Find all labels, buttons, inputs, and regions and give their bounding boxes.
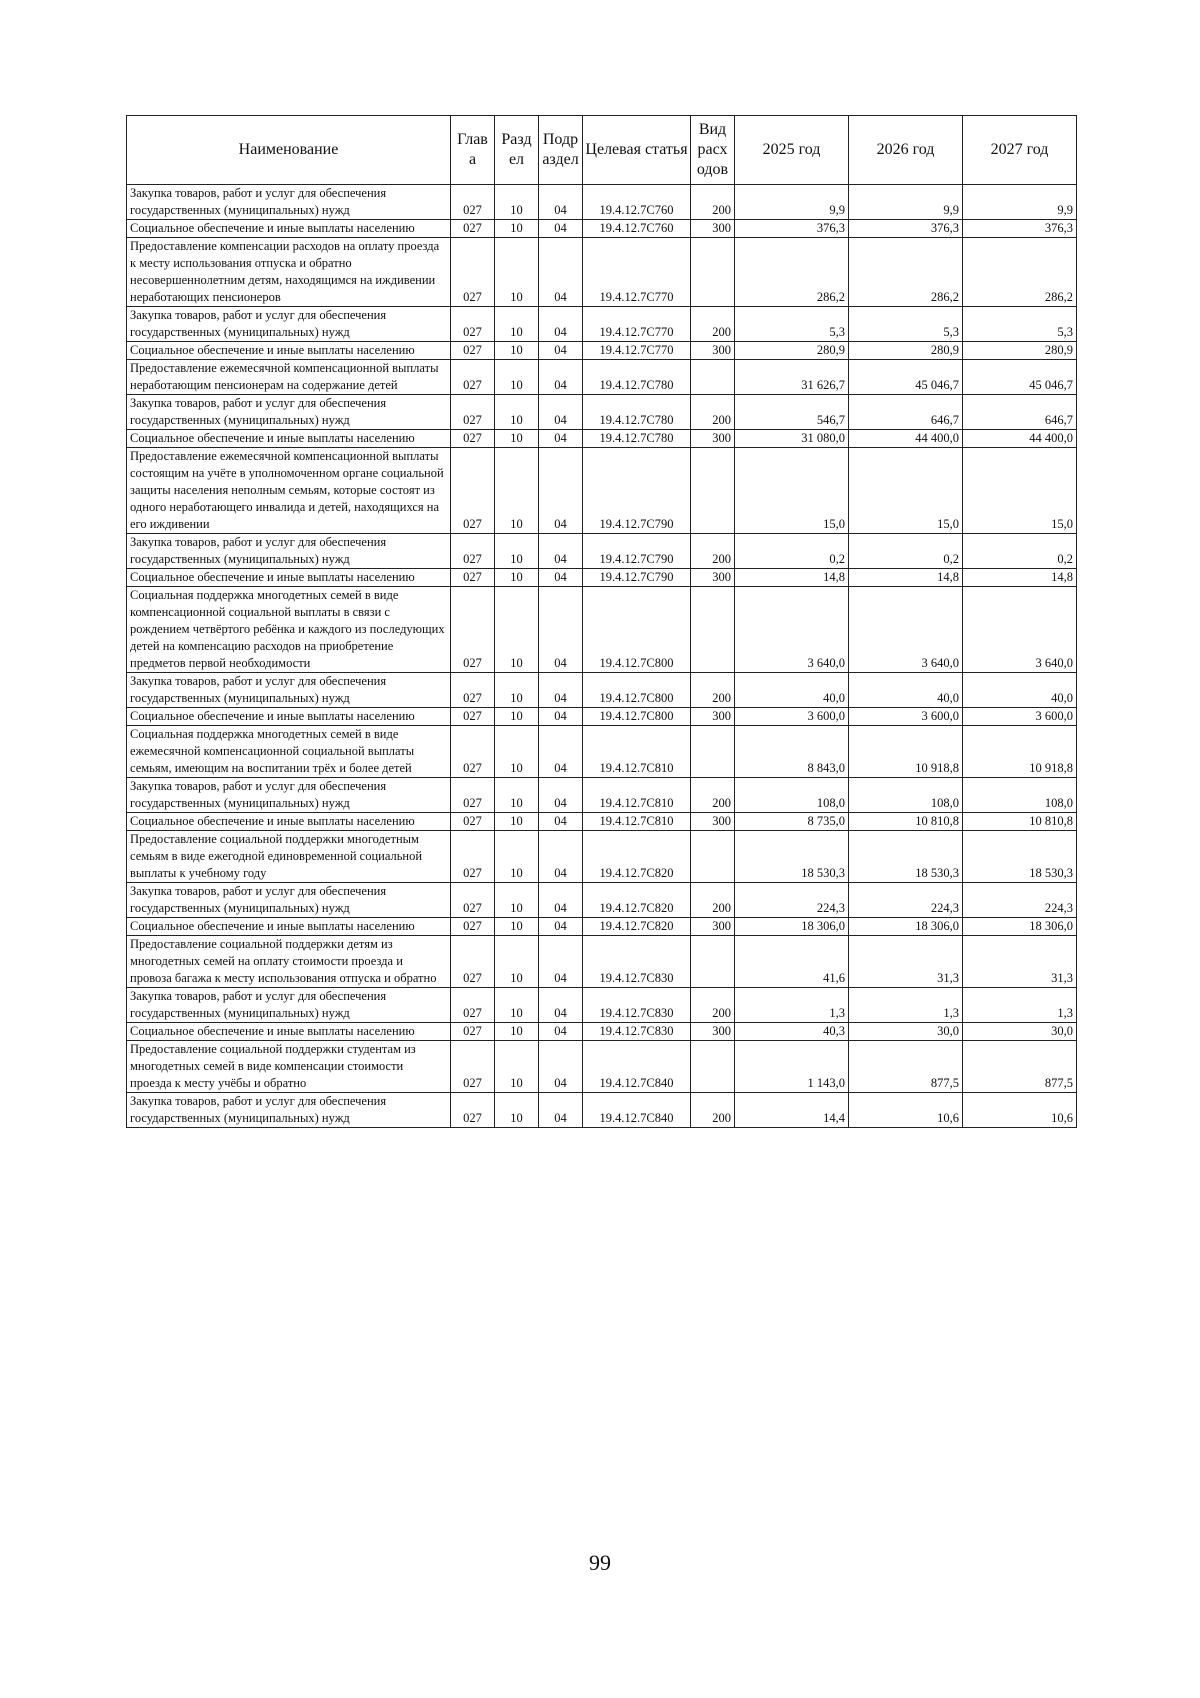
cell-podrazdel: 04 — [539, 238, 583, 307]
cell-glava: 027 — [451, 342, 495, 360]
header-2026: 2026 год — [849, 116, 963, 185]
cell-vid: 200 — [691, 534, 735, 569]
table-row — [127, 534, 1077, 569]
cell-razdel: 10 — [495, 988, 539, 1023]
table-row — [127, 342, 1077, 360]
cell-y2026: 0,2 — [849, 534, 963, 569]
cell-y2027: 31,3 — [963, 936, 1077, 988]
cell-target: 19.4.12.7С810 — [583, 778, 691, 813]
cell-podrazdel: 04 — [539, 395, 583, 430]
cell-y2025: 0,2 — [735, 534, 849, 569]
cell-glava: 027 — [451, 360, 495, 395]
cell-name: Закупка товаров, работ и услуг для обеспечения государственных (муниципальных) нужд — [127, 534, 451, 569]
cell-y2027: 44 400,0 — [963, 430, 1077, 448]
cell-vid: 300 — [691, 1023, 735, 1041]
cell-razdel: 10 — [495, 883, 539, 918]
cell-y2025: 8 843,0 — [735, 726, 849, 778]
cell-podrazdel: 04 — [539, 448, 583, 534]
cell-y2026: 10 810,8 — [849, 813, 963, 831]
cell-y2025: 15,0 — [735, 448, 849, 534]
cell-podrazdel: 04 — [539, 831, 583, 883]
cell-y2025: 1,3 — [735, 988, 849, 1023]
cell-razdel: 10 — [495, 918, 539, 936]
cell-target: 19.4.12.7С830 — [583, 936, 691, 988]
cell-y2027: 15,0 — [963, 448, 1077, 534]
cell-y2026: 108,0 — [849, 778, 963, 813]
cell-vid: 200 — [691, 307, 735, 342]
cell-razdel: 10 — [495, 831, 539, 883]
cell-name: Социальное обеспечение и иные выплаты населению — [127, 708, 451, 726]
cell-y2026: 5,3 — [849, 307, 963, 342]
header-row — [127, 116, 1077, 185]
cell-glava: 027 — [451, 708, 495, 726]
table-row — [127, 360, 1077, 395]
cell-podrazdel: 04 — [539, 726, 583, 778]
cell-y2027: 18 306,0 — [963, 918, 1077, 936]
cell-y2027: 10,6 — [963, 1093, 1077, 1128]
cell-name: Предоставление ежемесячной компенсационной выплаты состоящим на учёте в уполномоченном органе социальной защиты населения неполным семьям, которые состоят из одного неработающего инвалида и детей, находящихся на его иждивении — [127, 448, 451, 534]
cell-vid — [691, 831, 735, 883]
cell-name: Закупка товаров, работ и услуг для обеспечения государственных (муниципальных) нужд — [127, 988, 451, 1023]
cell-glava: 027 — [451, 726, 495, 778]
cell-glava: 027 — [451, 813, 495, 831]
cell-y2026: 3 600,0 — [849, 708, 963, 726]
cell-podrazdel: 04 — [539, 936, 583, 988]
cell-y2027: 10 810,8 — [963, 813, 1077, 831]
cell-podrazdel: 04 — [539, 534, 583, 569]
cell-razdel: 10 — [495, 778, 539, 813]
header-name: Наименование — [127, 116, 451, 185]
cell-vid — [691, 238, 735, 307]
table-row — [127, 813, 1077, 831]
cell-target: 19.4.12.7С840 — [583, 1093, 691, 1128]
cell-vid: 300 — [691, 430, 735, 448]
table-row — [127, 238, 1077, 307]
cell-glava: 027 — [451, 220, 495, 238]
cell-vid: 300 — [691, 220, 735, 238]
cell-target: 19.4.12.7С830 — [583, 988, 691, 1023]
budget-table — [126, 115, 1077, 1128]
cell-razdel: 10 — [495, 430, 539, 448]
cell-glava: 027 — [451, 936, 495, 988]
table-row — [127, 883, 1077, 918]
cell-podrazdel: 04 — [539, 988, 583, 1023]
cell-glava: 027 — [451, 778, 495, 813]
table-row — [127, 220, 1077, 238]
cell-y2025: 1 143,0 — [735, 1041, 849, 1093]
cell-podrazdel: 04 — [539, 813, 583, 831]
cell-podrazdel: 04 — [539, 220, 583, 238]
cell-name: Социальное обеспечение и иные выплаты населению — [127, 569, 451, 587]
cell-name: Социальное обеспечение и иные выплаты населению — [127, 813, 451, 831]
cell-y2027: 108,0 — [963, 778, 1077, 813]
cell-razdel: 10 — [495, 534, 539, 569]
cell-target: 19.4.12.7С770 — [583, 307, 691, 342]
table-row — [127, 1093, 1077, 1128]
cell-y2025: 41,6 — [735, 936, 849, 988]
table-row — [127, 988, 1077, 1023]
cell-target: 19.4.12.7С770 — [583, 238, 691, 307]
cell-razdel: 10 — [495, 569, 539, 587]
cell-name: Закупка товаров, работ и услуг для обеспечения государственных (муниципальных) нужд — [127, 778, 451, 813]
cell-y2025: 5,3 — [735, 307, 849, 342]
cell-y2025: 18 530,3 — [735, 831, 849, 883]
cell-glava: 027 — [451, 587, 495, 673]
header-2025: 2025 год — [735, 116, 849, 185]
table-row — [127, 307, 1077, 342]
cell-target: 19.4.12.7С760 — [583, 185, 691, 220]
cell-name: Закупка товаров, работ и услуг для обеспечения государственных (муниципальных) нужд — [127, 395, 451, 430]
cell-y2025: 280,9 — [735, 342, 849, 360]
table-row — [127, 569, 1077, 587]
cell-target: 19.4.12.7С820 — [583, 918, 691, 936]
cell-vid — [691, 1041, 735, 1093]
table-row — [127, 936, 1077, 988]
cell-vid: 200 — [691, 778, 735, 813]
cell-target: 19.4.12.7С800 — [583, 587, 691, 673]
cell-podrazdel: 04 — [539, 430, 583, 448]
cell-target: 19.4.12.7С790 — [583, 569, 691, 587]
cell-name: Социальное обеспечение и иные выплаты населению — [127, 220, 451, 238]
cell-y2025: 376,3 — [735, 220, 849, 238]
header-target: Целевая статья — [583, 116, 691, 185]
cell-y2025: 40,0 — [735, 673, 849, 708]
table-row — [127, 448, 1077, 534]
cell-razdel: 10 — [495, 1041, 539, 1093]
cell-y2025: 14,8 — [735, 569, 849, 587]
cell-glava: 027 — [451, 673, 495, 708]
cell-podrazdel: 04 — [539, 185, 583, 220]
cell-razdel: 10 — [495, 342, 539, 360]
cell-razdel: 10 — [495, 1093, 539, 1128]
cell-podrazdel: 04 — [539, 360, 583, 395]
cell-y2026: 376,3 — [849, 220, 963, 238]
cell-y2026: 9,9 — [849, 185, 963, 220]
cell-y2025: 40,3 — [735, 1023, 849, 1041]
table-row — [127, 430, 1077, 448]
cell-y2025: 108,0 — [735, 778, 849, 813]
table-row — [127, 726, 1077, 778]
cell-vid: 200 — [691, 185, 735, 220]
cell-glava: 027 — [451, 395, 495, 430]
cell-glava: 027 — [451, 1093, 495, 1128]
cell-glava: 027 — [451, 185, 495, 220]
cell-razdel: 10 — [495, 238, 539, 307]
table-row — [127, 587, 1077, 673]
table-row — [127, 778, 1077, 813]
cell-podrazdel: 04 — [539, 778, 583, 813]
cell-glava: 027 — [451, 883, 495, 918]
cell-y2025: 286,2 — [735, 238, 849, 307]
cell-y2026: 14,8 — [849, 569, 963, 587]
header-podrazdel: Подр аздел — [539, 116, 583, 185]
page-number: 99 — [589, 1550, 611, 1575]
cell-name: Предоставление ежемесячной компенсационной выплаты неработающим пенсионерам на содержание детей — [127, 360, 451, 395]
cell-y2025: 18 306,0 — [735, 918, 849, 936]
cell-target: 19.4.12.7С800 — [583, 673, 691, 708]
cell-razdel: 10 — [495, 307, 539, 342]
cell-target: 19.4.12.7С770 — [583, 342, 691, 360]
cell-vid: 300 — [691, 569, 735, 587]
cell-vid: 200 — [691, 1093, 735, 1128]
cell-y2027: 3 640,0 — [963, 587, 1077, 673]
cell-target: 19.4.12.7С760 — [583, 220, 691, 238]
cell-glava: 027 — [451, 238, 495, 307]
cell-name: Социальная поддержка многодетных семей в виде компенсационной социальной выплаты в связи с рождением четвёртого ребёнка и каждого из последующих детей на компенсацию расходов на приобретение предметов первой необходимости — [127, 587, 451, 673]
cell-y2027: 3 600,0 — [963, 708, 1077, 726]
cell-name: Закупка товаров, работ и услуг для обеспечения государственных (муниципальных) нужд — [127, 673, 451, 708]
cell-target: 19.4.12.7С810 — [583, 726, 691, 778]
cell-y2026: 286,2 — [849, 238, 963, 307]
cell-y2026: 31,3 — [849, 936, 963, 988]
cell-razdel: 10 — [495, 360, 539, 395]
table-row — [127, 1041, 1077, 1093]
cell-name: Закупка товаров, работ и услуг для обеспечения государственных (муниципальных) нужд — [127, 883, 451, 918]
cell-y2027: 646,7 — [963, 395, 1077, 430]
table-row — [127, 918, 1077, 936]
cell-y2027: 5,3 — [963, 307, 1077, 342]
cell-name: Предоставление социальной поддержки студентам из многодетных семей в виде компенсации стоимости проезда к месту учёбы и обратно — [127, 1041, 451, 1093]
cell-vid: 200 — [691, 883, 735, 918]
cell-vid — [691, 726, 735, 778]
cell-razdel: 10 — [495, 395, 539, 430]
cell-y2027: 40,0 — [963, 673, 1077, 708]
cell-y2027: 376,3 — [963, 220, 1077, 238]
cell-y2027: 286,2 — [963, 238, 1077, 307]
cell-razdel: 10 — [495, 185, 539, 220]
cell-y2027: 877,5 — [963, 1041, 1077, 1093]
header-glava: Глав а — [451, 116, 495, 185]
cell-podrazdel: 04 — [539, 918, 583, 936]
table-row — [127, 708, 1077, 726]
cell-y2027: 30,0 — [963, 1023, 1077, 1041]
header-2027: 2027 год — [963, 116, 1077, 185]
cell-razdel: 10 — [495, 726, 539, 778]
cell-y2027: 10 918,8 — [963, 726, 1077, 778]
cell-podrazdel: 04 — [539, 587, 583, 673]
cell-y2026: 44 400,0 — [849, 430, 963, 448]
header-vid: Вид расх одов — [691, 116, 735, 185]
cell-podrazdel: 04 — [539, 708, 583, 726]
cell-y2026: 18 306,0 — [849, 918, 963, 936]
cell-y2027: 0,2 — [963, 534, 1077, 569]
cell-vid: 300 — [691, 918, 735, 936]
cell-glava: 027 — [451, 448, 495, 534]
cell-glava: 027 — [451, 918, 495, 936]
table-body — [127, 185, 1077, 1128]
cell-y2025: 31 080,0 — [735, 430, 849, 448]
cell-y2026: 224,3 — [849, 883, 963, 918]
table-row — [127, 673, 1077, 708]
cell-glava: 027 — [451, 430, 495, 448]
cell-razdel: 10 — [495, 936, 539, 988]
cell-name: Предоставление социальной поддержки многодетным семьям в виде ежегодной единовременной социальной выплаты к учебному году — [127, 831, 451, 883]
cell-vid — [691, 360, 735, 395]
cell-razdel: 10 — [495, 220, 539, 238]
cell-name: Предоставление социальной поддержки детям из многодетных семей на оплату стоимости проезда и провоза багажа к месту использования отпуска и обратно — [127, 936, 451, 988]
cell-y2025: 8 735,0 — [735, 813, 849, 831]
cell-glava: 027 — [451, 831, 495, 883]
cell-y2025: 3 640,0 — [735, 587, 849, 673]
cell-y2026: 646,7 — [849, 395, 963, 430]
cell-y2025: 14,4 — [735, 1093, 849, 1128]
cell-y2025: 224,3 — [735, 883, 849, 918]
cell-y2025: 9,9 — [735, 185, 849, 220]
cell-vid: 300 — [691, 342, 735, 360]
cell-y2026: 280,9 — [849, 342, 963, 360]
cell-name: Социальное обеспечение и иные выплаты населению — [127, 430, 451, 448]
cell-target: 19.4.12.7С790 — [583, 448, 691, 534]
cell-y2025: 3 600,0 — [735, 708, 849, 726]
cell-glava: 027 — [451, 1041, 495, 1093]
cell-y2027: 9,9 — [963, 185, 1077, 220]
header-razdel: Разд ел — [495, 116, 539, 185]
cell-glava: 027 — [451, 534, 495, 569]
cell-razdel: 10 — [495, 813, 539, 831]
cell-target: 19.4.12.7С780 — [583, 360, 691, 395]
cell-podrazdel: 04 — [539, 569, 583, 587]
cell-podrazdel: 04 — [539, 1023, 583, 1041]
table-row — [127, 1023, 1077, 1041]
cell-target: 19.4.12.7С800 — [583, 708, 691, 726]
cell-podrazdel: 04 — [539, 1041, 583, 1093]
cell-name: Предоставление компенсации расходов на оплату проезда к месту использования отпуска и обратно несовершеннолетним детям, находящимся на иждивении неработающих пенсионеров — [127, 238, 451, 307]
cell-y2027: 280,9 — [963, 342, 1077, 360]
cell-y2026: 3 640,0 — [849, 587, 963, 673]
table-row — [127, 185, 1077, 220]
cell-vid: 200 — [691, 988, 735, 1023]
table-row — [127, 395, 1077, 430]
cell-name: Закупка товаров, работ и услуг для обеспечения государственных (муниципальных) нужд — [127, 307, 451, 342]
cell-name: Социальная поддержка многодетных семей в виде ежемесячной компенсационной социальной выплаты семьям, имеющим на воспитании трёх и более детей — [127, 726, 451, 778]
cell-target: 19.4.12.7С810 — [583, 813, 691, 831]
cell-y2026: 40,0 — [849, 673, 963, 708]
cell-target: 19.4.12.7С780 — [583, 430, 691, 448]
cell-glava: 027 — [451, 569, 495, 587]
cell-glava: 027 — [451, 307, 495, 342]
table-header — [127, 116, 1077, 185]
cell-y2026: 1,3 — [849, 988, 963, 1023]
cell-target: 19.4.12.7С830 — [583, 1023, 691, 1041]
cell-target: 19.4.12.7С820 — [583, 831, 691, 883]
cell-podrazdel: 04 — [539, 883, 583, 918]
cell-podrazdel: 04 — [539, 342, 583, 360]
cell-y2026: 18 530,3 — [849, 831, 963, 883]
cell-razdel: 10 — [495, 1023, 539, 1041]
cell-razdel: 10 — [495, 673, 539, 708]
cell-y2027: 224,3 — [963, 883, 1077, 918]
cell-podrazdel: 04 — [539, 307, 583, 342]
cell-y2025: 546,7 — [735, 395, 849, 430]
cell-name: Социальное обеспечение и иные выплаты населению — [127, 918, 451, 936]
cell-name: Закупка товаров, работ и услуг для обеспечения государственных (муниципальных) нужд — [127, 1093, 451, 1128]
cell-y2027: 1,3 — [963, 988, 1077, 1023]
cell-glava: 027 — [451, 988, 495, 1023]
cell-target: 19.4.12.7С780 — [583, 395, 691, 430]
cell-vid: 300 — [691, 813, 735, 831]
cell-vid: 200 — [691, 673, 735, 708]
cell-y2026: 877,5 — [849, 1041, 963, 1093]
cell-y2027: 14,8 — [963, 569, 1077, 587]
cell-name: Закупка товаров, работ и услуг для обеспечения государственных (муниципальных) нужд — [127, 185, 451, 220]
cell-razdel: 10 — [495, 708, 539, 726]
cell-name: Социальное обеспечение и иные выплаты населению — [127, 1023, 451, 1041]
cell-vid: 300 — [691, 708, 735, 726]
cell-y2026: 30,0 — [849, 1023, 963, 1041]
cell-y2027: 45 046,7 — [963, 360, 1077, 395]
table-row — [127, 831, 1077, 883]
cell-vid — [691, 587, 735, 673]
cell-y2025: 31 626,7 — [735, 360, 849, 395]
cell-y2026: 10 918,8 — [849, 726, 963, 778]
cell-y2026: 45 046,7 — [849, 360, 963, 395]
cell-name: Социальное обеспечение и иные выплаты населению — [127, 342, 451, 360]
cell-podrazdel: 04 — [539, 673, 583, 708]
cell-podrazdel: 04 — [539, 1093, 583, 1128]
cell-razdel: 10 — [495, 448, 539, 534]
cell-vid: 200 — [691, 395, 735, 430]
cell-vid — [691, 448, 735, 534]
cell-glava: 027 — [451, 1023, 495, 1041]
cell-y2026: 10,6 — [849, 1093, 963, 1128]
cell-target: 19.4.12.7С790 — [583, 534, 691, 569]
cell-vid — [691, 936, 735, 988]
cell-target: 19.4.12.7С840 — [583, 1041, 691, 1093]
cell-target: 19.4.12.7С820 — [583, 883, 691, 918]
cell-razdel: 10 — [495, 587, 539, 673]
cell-y2027: 18 530,3 — [963, 831, 1077, 883]
cell-y2026: 15,0 — [849, 448, 963, 534]
